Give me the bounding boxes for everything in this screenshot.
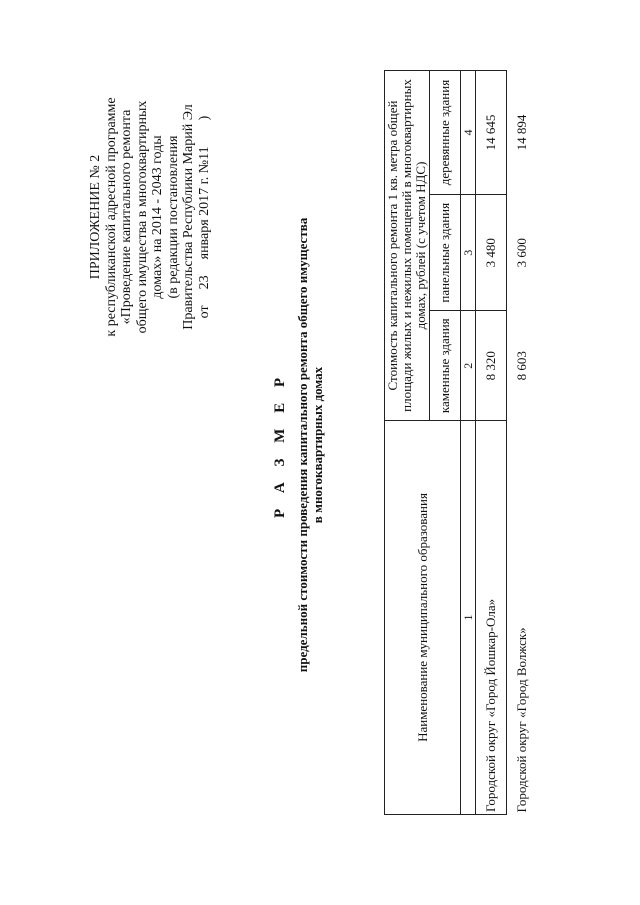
cell-panel: 3 480 — [476, 195, 507, 311]
document-title — [272, 85, 325, 805]
title-line: в многоквартирных домах — [310, 366, 325, 524]
annex-number: ПРИЛОЖЕНИЕ № 2 — [88, 154, 103, 280]
title-line: предельной стоимости проведения капитального ремонта общего имущества — [295, 217, 310, 673]
column-header-cost: Стоимость капитального ремонта 1 кв. метра общей площади жилых и нежилых помещений в многоквартирных домах, рублей (с учетом НДС) — [385, 71, 430, 421]
column-number: 2 — [461, 311, 476, 421]
annex-block — [88, 57, 212, 377]
column-number: 3 — [461, 195, 476, 311]
column-header-name: Наименование муниципального образования — [385, 421, 461, 815]
cell-wood: 14 645 — [476, 71, 507, 195]
cost-table — [384, 70, 537, 815]
column-number: 1 — [461, 421, 476, 815]
table-row — [476, 71, 507, 815]
date-month-year: января 2017 г. №11 — [196, 146, 212, 260]
cell-wood: 14 894 — [507, 71, 538, 195]
column-number-row — [461, 71, 476, 815]
table-header-row — [385, 71, 430, 815]
title-heading: Р А З М Е Р — [272, 372, 288, 518]
annex-line: «Проведение капитального ремонта — [119, 109, 134, 325]
annex-date-line — [197, 57, 213, 377]
subheader-panel: панельные здания — [430, 195, 461, 311]
annex-line: к республиканской адресной программе — [103, 97, 119, 337]
date-prefix: от — [196, 305, 212, 319]
annex-line: (в редакции постановления — [165, 135, 181, 299]
column-number: 4 — [461, 71, 476, 195]
date-close: ) — [196, 115, 212, 121]
row-name: Городской округ «Город Йошкар-Ола» — [476, 421, 507, 815]
cell-stone: 8 320 — [476, 311, 507, 421]
table-row — [507, 71, 538, 815]
annex-line: домах» на 2014 - 2043 годы — [150, 135, 165, 299]
row-name: Городской округ «Город Волжск» — [507, 421, 538, 815]
annex-line: Правительства Республики Марий Эл — [181, 104, 196, 330]
cell-stone: 8 603 — [507, 311, 538, 421]
date-day: 23 — [196, 275, 212, 290]
annex-line: общего имущества в многоквартирных — [134, 100, 150, 334]
cell-panel: 3 600 — [507, 195, 538, 311]
subheader-stone: каменные здания — [430, 311, 461, 421]
subheader-wood: деревянные здания — [430, 71, 461, 195]
